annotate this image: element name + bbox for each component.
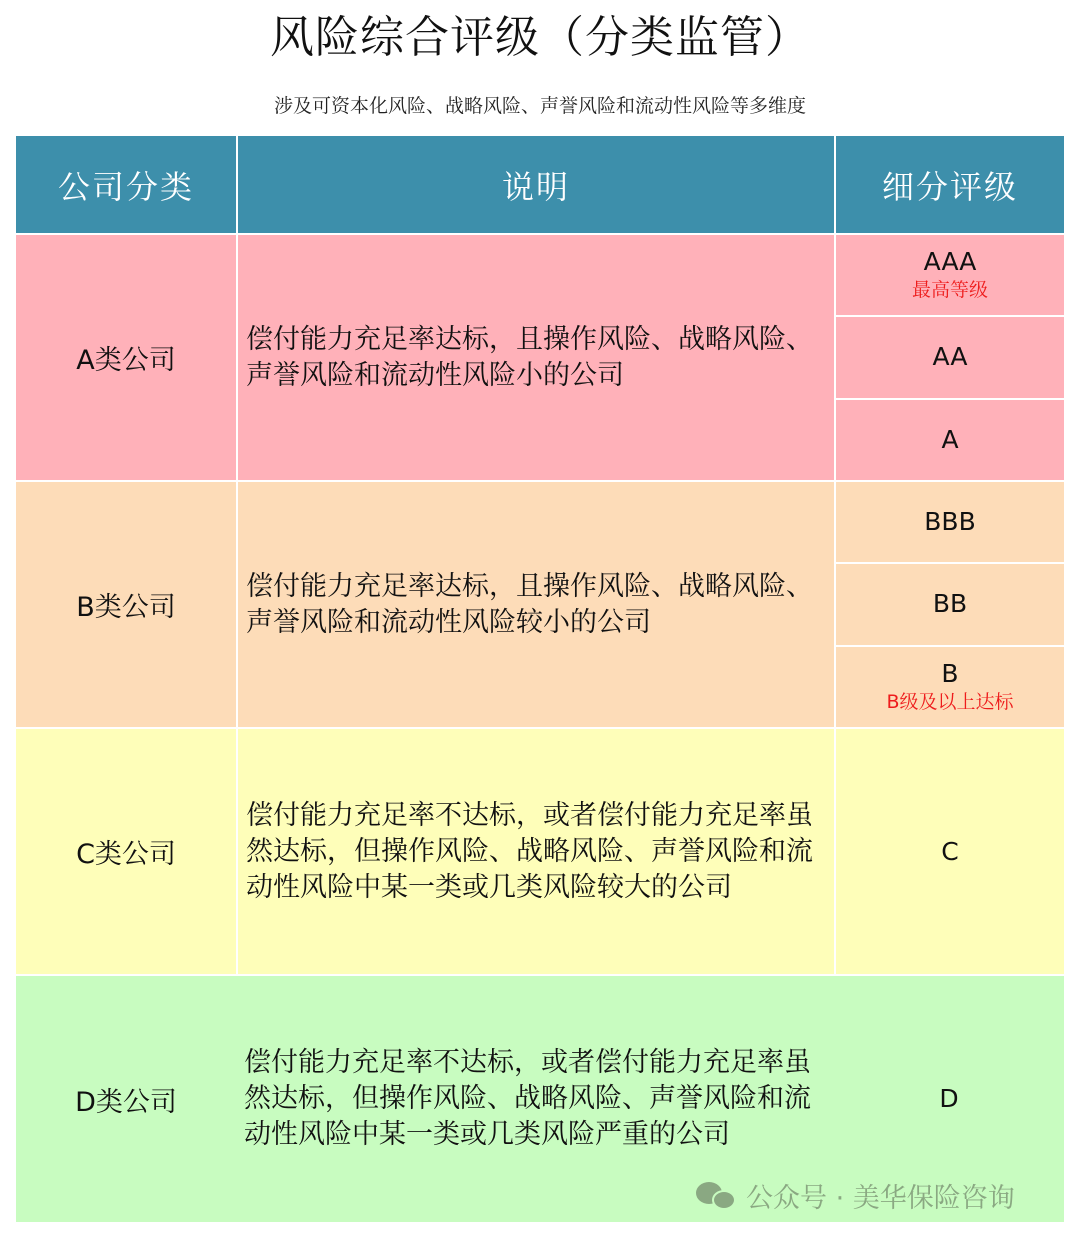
header-category: 公司分类 bbox=[57, 167, 194, 206]
rating-grade: B bbox=[941, 658, 959, 688]
rating-table bbox=[16, 136, 1064, 1222]
rating-grade: C bbox=[941, 836, 959, 866]
watermark bbox=[696, 1176, 1015, 1215]
rating-grade: D bbox=[939, 1084, 959, 1113]
ratings-cell bbox=[834, 482, 1064, 727]
description-cell: 偿付能力充足率达标，且操作风险、战略风险、声誉风险和流动性风险小的公司 bbox=[236, 235, 834, 480]
description-cell: 偿付能力充足率不达标，或者偿付能力充足率虽然达标，但操作风险、战略风险、声誉风险和流动性风险中某一类或几类风险严重的公司 bbox=[244, 1047, 811, 1150]
description-cell: 偿付能力充足率不达标，或者偿付能力充足率虽然达标，但操作风险、战略风险、声誉风险和流动性风险中某一类或几类风险较大的公司 bbox=[236, 729, 834, 974]
table-row-b bbox=[16, 480, 1064, 727]
table-row-c bbox=[16, 727, 1064, 974]
rating-grade: BBB bbox=[924, 507, 976, 537]
category-cell: D类公司 bbox=[75, 1086, 177, 1118]
ratings-cell bbox=[834, 235, 1064, 480]
category-cell: B类公司 bbox=[76, 592, 176, 623]
watermark-text: 公众号 · 美华保险咨询 bbox=[746, 1183, 1015, 1214]
header-description: 说明 bbox=[236, 136, 834, 233]
rating-aa bbox=[836, 315, 1064, 397]
rating-bbb bbox=[836, 482, 1064, 562]
page-subtitle: 涉及可资本化风险、战略风险、声誉风险和流动性风险等多维度 bbox=[273, 95, 806, 117]
table-header bbox=[16, 136, 1064, 233]
rating-grade: A bbox=[941, 424, 959, 454]
table-row-a bbox=[16, 233, 1064, 480]
rating-note: 最高等级 bbox=[911, 279, 988, 302]
rating-note: B级及以上达标 bbox=[886, 690, 1014, 713]
rating-aaa bbox=[836, 235, 1064, 315]
rating-bb bbox=[836, 562, 1064, 644]
header-rating: 细分评级 bbox=[834, 136, 1064, 233]
wechat-icon bbox=[696, 1180, 738, 1212]
rating-c bbox=[836, 729, 1064, 974]
ratings-cell bbox=[834, 729, 1064, 974]
category-cell: A类公司 bbox=[76, 345, 176, 376]
rating-a bbox=[836, 398, 1064, 480]
rating-grade: BB bbox=[932, 589, 968, 619]
category-cell: C类公司 bbox=[76, 839, 176, 870]
rating-grade: AAA bbox=[923, 247, 977, 277]
description-cell: 偿付能力充足率达标，且操作风险、战略风险、声誉风险和流动性风险较小的公司 bbox=[236, 482, 834, 727]
page-title: 风险综合评级（分类监管） bbox=[270, 12, 810, 63]
rating-grade: AA bbox=[932, 342, 968, 372]
rating-b bbox=[836, 645, 1064, 727]
